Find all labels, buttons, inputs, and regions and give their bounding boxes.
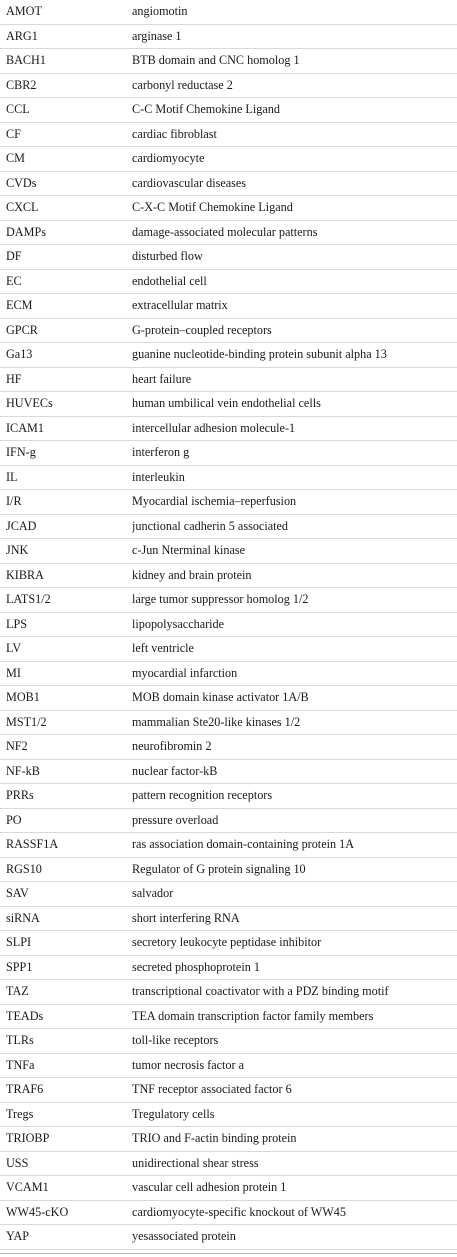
abbreviation-definition: Tregulatory cells (132, 1106, 215, 1121)
abbreviation-term: AMOT (6, 4, 42, 19)
abbreviation-term: CXCL (6, 200, 39, 215)
table-row (0, 1029, 457, 1054)
abbreviation-definition: neurofibromin 2 (132, 739, 212, 754)
table-row (0, 466, 457, 491)
abbreviation-definition: cardiomyocyte-specific knockout of WW45 (132, 1204, 346, 1219)
abbreviation-definition: secretory leukocyte peptidase inhibitor (132, 935, 322, 950)
abbreviation-term: CBR2 (6, 77, 37, 92)
abbreviation-term: TLRs (6, 1033, 34, 1048)
table-row (0, 172, 457, 197)
table-bottom-rule (0, 1253, 457, 1254)
abbreviation-definition: MOB domain kinase activator 1A/B (132, 690, 309, 705)
abbreviation-definition: G-protein–coupled receptors (132, 322, 272, 337)
table-row (0, 74, 457, 99)
abbreviation-definition: pressure overload (132, 812, 219, 827)
abbreviation-term: LV (6, 641, 22, 656)
abbreviation-term: ARG1 (6, 28, 38, 43)
table-row (0, 637, 457, 662)
table-row (0, 711, 457, 736)
abbreviation-term: IFN-g (6, 445, 36, 460)
abbreviation-definition: yesassociated protein (132, 1229, 236, 1244)
table-row (0, 1225, 457, 1250)
abbreviation-term: MI (6, 665, 21, 680)
abbreviation-term: SAV (6, 886, 29, 901)
table-row (0, 1078, 457, 1103)
abbreviation-definition: carbonyl reductase 2 (132, 77, 233, 92)
abbreviation-term: ICAM1 (6, 420, 44, 435)
abbreviation-term: HF (6, 371, 22, 386)
abbreviation-term: PO (6, 812, 22, 827)
abbreviation-definition: interferon g (132, 445, 190, 460)
abbreviation-definition: C-X-C Motif Chemokine Ligand (132, 200, 293, 215)
abbreviation-definition: Regulator of G protein signaling 10 (132, 861, 306, 876)
abbreviation-term: TNFa (6, 1057, 35, 1072)
abbreviation-definition: cardiovascular diseases (132, 175, 247, 190)
abbreviation-term: siRNA (6, 910, 40, 925)
abbreviation-definition: c-Jun Nterminal kinase (132, 543, 246, 558)
table-row (0, 0, 457, 25)
abbreviation-term: ECM (6, 298, 33, 313)
table-row (0, 98, 457, 123)
abbreviation-definition: human umbilical vein endothelial cells (132, 396, 321, 411)
table-row (0, 760, 457, 785)
abbreviation-definition: nuclear factor-kB (132, 763, 218, 778)
abbreviation-definition: endothelial cell (132, 273, 207, 288)
abbreviation-term: SPP1 (6, 959, 33, 974)
abbreviation-definition: damage-associated molecular patterns (132, 224, 318, 239)
table-row (0, 588, 457, 613)
abbreviation-definition: vascular cell adhesion protein 1 (132, 1180, 287, 1195)
table-row (0, 858, 457, 883)
abbreviation-term: HUVECs (6, 396, 53, 411)
table-row (0, 539, 457, 564)
abbreviation-term: GPCR (6, 322, 38, 337)
table-row (0, 1201, 457, 1226)
abbreviation-term: PRRs (6, 788, 34, 803)
table-row (0, 196, 457, 221)
abbreviation-definition: heart failure (132, 371, 192, 386)
table-row (0, 1176, 457, 1201)
abbreviation-definition: cardiomyocyte (132, 151, 205, 166)
abbreviation-term: USS (6, 1155, 29, 1170)
table-row (0, 784, 457, 809)
abbreviation-definition: toll-like receptors (132, 1033, 219, 1048)
table-row (0, 417, 457, 442)
table-row (0, 294, 457, 319)
table-row (0, 613, 457, 638)
abbreviation-term: RGS10 (6, 861, 42, 876)
table-row (0, 25, 457, 50)
abbreviation-definition: arginase 1 (132, 28, 182, 43)
table-row (0, 686, 457, 711)
abbreviation-definition: ras association domain-containing protein 1A (132, 837, 355, 852)
table-row (0, 809, 457, 834)
abbreviation-term: LATS1/2 (6, 592, 51, 607)
table-row (0, 368, 457, 393)
table-row (0, 1152, 457, 1177)
abbreviation-term: MOB1 (6, 690, 40, 705)
abbreviation-term: CVDs (6, 175, 37, 190)
abbreviation-term: MST1/2 (6, 714, 47, 729)
table-row (0, 319, 457, 344)
abbreviation-definition: C-C Motif Chemokine Ligand (132, 102, 280, 117)
abbreviation-term: SLPI (6, 935, 32, 950)
abbreviation-term: CM (6, 151, 25, 166)
table-row (0, 956, 457, 981)
table-row (0, 1005, 457, 1030)
table-row (0, 735, 457, 760)
abbreviation-term: WW45-cKO (6, 1204, 69, 1219)
table-row (0, 662, 457, 687)
abbreviation-definition: BTB domain and CNC homolog 1 (132, 53, 300, 68)
abbreviation-definition: pattern recognition receptors (132, 788, 273, 803)
abbreviation-definition: secreted phosphoprotein 1 (132, 959, 260, 974)
table-row (0, 49, 457, 74)
abbreviation-definition: kidney and brain protein (132, 567, 252, 582)
table-row (0, 490, 457, 515)
abbreviation-definition: TRIO and F-actin binding protein (132, 1131, 297, 1146)
table-row (0, 147, 457, 172)
abbreviation-term: Ga13 (6, 347, 33, 362)
abbreviation-term: TAZ (6, 984, 29, 999)
table-row (0, 343, 457, 368)
abbreviation-definition: intercellular adhesion molecule-1 (132, 420, 296, 435)
abbreviation-term: TRAF6 (6, 1082, 44, 1097)
abbreviation-definition: tumor necrosis factor a (132, 1057, 245, 1072)
abbreviation-term: TRIOBP (6, 1131, 50, 1146)
abbreviation-definition: transcriptional coactivator with a PDZ binding motif (132, 984, 389, 999)
abbreviation-definition: extracellular matrix (132, 298, 228, 313)
table-row (0, 221, 457, 246)
table-row (0, 882, 457, 907)
abbreviation-definition: guanine nucleotide-binding protein subunit alpha 13 (132, 347, 387, 362)
abbreviation-definition: salvador (132, 886, 174, 901)
abbreviation-definition: mammalian Ste20-like kinases 1/2 (132, 714, 301, 729)
table-row (0, 515, 457, 540)
abbreviation-definition: short interfering RNA (132, 910, 240, 925)
abbreviation-term: Tregs (6, 1106, 34, 1121)
abbreviation-term: I/R (6, 494, 22, 509)
abbreviation-term: EC (6, 273, 22, 288)
table-row (0, 931, 457, 956)
abbreviation-term: TEADs (6, 1008, 44, 1023)
table-row (0, 441, 457, 466)
abbreviation-definition: lipopolysaccharide (132, 616, 225, 631)
abbreviation-definition: large tumor suppressor homolog 1/2 (132, 592, 309, 607)
table-row (0, 564, 457, 589)
abbreviation-term: NF-kB (6, 763, 40, 778)
abbreviation-term: DAMPs (6, 224, 46, 239)
abbreviation-definition: TNF receptor associated factor 6 (132, 1082, 292, 1097)
table-row (0, 1103, 457, 1128)
abbreviation-term: RASSF1A (6, 837, 59, 852)
abbreviation-definition: Myocardial ischemia–reperfusion (132, 494, 297, 509)
abbreviation-definition: cardiac fibroblast (132, 126, 217, 141)
abbreviation-definition: myocardial infarction (132, 665, 238, 680)
abbreviation-term: CCL (6, 102, 30, 117)
abbreviation-definition: angiomotin (132, 4, 188, 19)
abbreviation-term: KIBRA (6, 567, 44, 582)
abbreviation-definition: TEA domain transcription factor family members (132, 1008, 374, 1023)
abbreviation-definition: left ventricle (132, 641, 194, 656)
abbreviation-term: LPS (6, 616, 28, 631)
abbreviation-term: DF (6, 249, 22, 264)
abbreviation-term: YAP (6, 1229, 30, 1244)
abbreviation-definition: interleukin (132, 469, 185, 484)
table-row (0, 245, 457, 270)
abbreviation-term: IL (6, 469, 18, 484)
table-row (0, 392, 457, 417)
table-row (0, 1127, 457, 1152)
abbreviation-term: CF (6, 126, 21, 141)
abbreviation-term: BACH1 (6, 53, 46, 68)
table-row (0, 270, 457, 295)
table-row (0, 1054, 457, 1079)
abbreviation-term: JNK (6, 543, 29, 558)
abbreviation-term: VCAM1 (6, 1180, 49, 1195)
table-row (0, 980, 457, 1005)
abbreviation-definition: disturbed flow (132, 249, 203, 264)
table-row (0, 123, 457, 148)
abbreviation-term: JCAD (6, 518, 37, 533)
abbreviation-term: NF2 (6, 739, 28, 754)
table-row (0, 833, 457, 858)
table-row (0, 907, 457, 932)
abbreviation-definition: unidirectional shear stress (132, 1155, 259, 1170)
abbreviation-definition: junctional cadherin 5 associated (132, 518, 289, 533)
